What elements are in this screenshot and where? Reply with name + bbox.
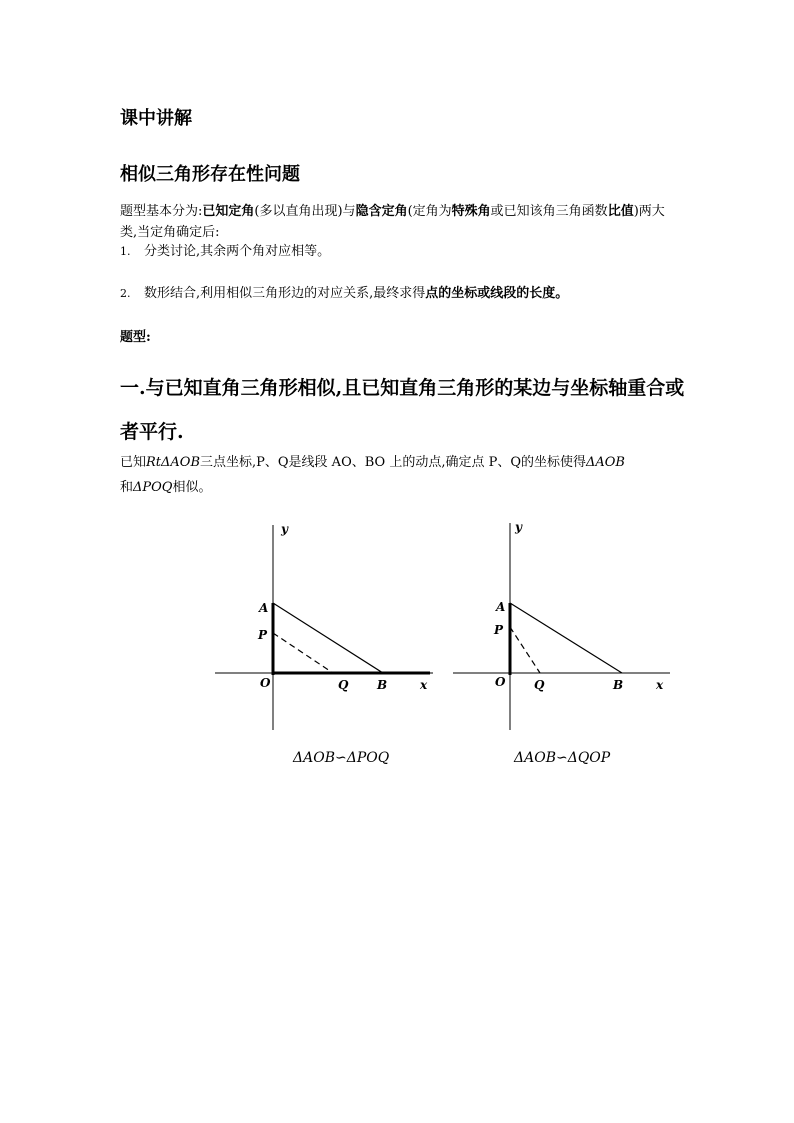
label-p: P <box>258 628 268 642</box>
segment-pq-dashed <box>273 633 333 673</box>
intro-text: )两大类,当定角确定后: <box>120 204 665 240</box>
intro-text: (定角为 <box>407 204 452 219</box>
intro-paragraph <box>120 201 680 243</box>
caption-qop: ΔAOB∽ΔQOP <box>514 750 611 766</box>
intro-text: 题型基本分为: <box>120 204 203 219</box>
type-heading: 一.与已知直角三角形相似,且已知直角三角形的某边与坐标轴重合或者平行. <box>120 377 685 443</box>
figure-poq <box>205 515 445 740</box>
segment-ab <box>273 603 383 673</box>
section-heading: 课中讲解 <box>120 108 192 129</box>
problem-math: ΔAOB <box>586 455 625 470</box>
intro-text: 或已知该角三角函数 <box>490 204 608 219</box>
label-b: B <box>377 678 388 692</box>
figure-poq-svg <box>205 515 445 740</box>
list-number: 2. <box>120 287 131 300</box>
label-x: x <box>656 678 664 692</box>
label-a: A <box>259 601 269 615</box>
label-p: P <box>494 623 504 637</box>
label-q: Q <box>534 678 545 692</box>
intro-text: (多以直角出现)与 <box>254 204 356 219</box>
label-o: O <box>495 675 506 689</box>
intro-bold-special-angle: 特殊角 <box>451 204 491 219</box>
problem-statement <box>120 450 680 500</box>
problem-text: 和 <box>120 480 134 495</box>
label-y: y <box>281 522 288 536</box>
problem-math: RtΔAOB <box>146 455 201 470</box>
intro-bold-ratio: 比值 <box>607 204 634 219</box>
list-number: 1. <box>120 245 131 258</box>
list-text: 分类讨论,其余两个角对应相等。 <box>144 244 331 259</box>
caption-poq: ΔAOB∽ΔPOQ <box>293 750 390 766</box>
label-a: A <box>496 600 506 614</box>
intro-bold-fixed-angle: 已知定角 <box>202 204 255 219</box>
segment-pq-dashed <box>510 627 540 673</box>
topic-heading: 相似三角形存在性问题 <box>120 164 300 185</box>
figure-qop-svg <box>448 515 678 740</box>
label-q: Q <box>338 678 349 692</box>
problem-text: 三点坐标,P、Q是线段 AO、BO 上的动点,确定点 P、Q的坐标使得 <box>200 455 586 470</box>
problem-math: ΔPOQ <box>133 480 173 495</box>
problem-text: 相似。 <box>172 480 212 495</box>
label-b: B <box>613 678 624 692</box>
intro-bold-hidden-angle: 隐含定角 <box>355 204 408 219</box>
type-label: 题型: <box>120 330 151 345</box>
problem-text: 已知 <box>120 455 147 470</box>
list-text-bold: 点的坐标或线段的长度。 <box>425 286 569 301</box>
segment-ab <box>510 603 622 673</box>
label-o: O <box>260 676 271 690</box>
list-item <box>120 243 330 261</box>
list-item <box>120 285 568 303</box>
list-text: 数形结合,利用相似三角形边的对应关系,最终求得 <box>144 286 426 301</box>
label-x: x <box>420 678 428 692</box>
figure-qop <box>448 515 678 740</box>
label-y: y <box>515 520 522 534</box>
